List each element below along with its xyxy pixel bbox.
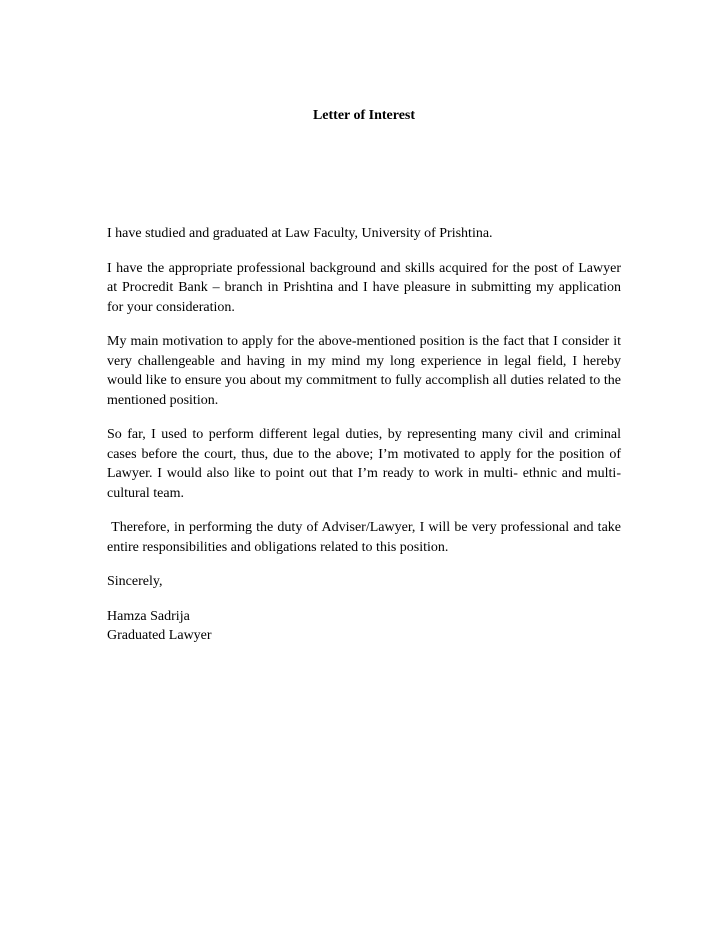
paragraph-motivation: My main motivation to apply for the above-mentioned position is the fact that I consider it very challengeable and having in my mind my long experience in legal field, I hereby would like to ensure you about my commitment to fully accomplish all duties related to the mentioned position. xyxy=(107,334,621,408)
letter-title: Letter of Interest xyxy=(312,108,416,123)
paragraph-education: I have studied and graduated at Law Faculty, University of Prishtina. xyxy=(107,226,493,241)
paragraph-experience: So far, I used to perform different legal duties, by representing many civil and criminal cases before the court, thus, due to the above; I’m motivated to apply for the position of Lawyer. I would also like to point out that I’m ready to work in multi- ethnic and multi-cultural team. xyxy=(107,427,621,501)
paragraph-conclusion: Therefore, in performing the duty of Adviser/Lawyer, I will be very professional and take entire responsibilities and obligations related to this position. xyxy=(107,520,625,555)
closing-salutation: Sincerely, xyxy=(107,574,163,589)
signature-name: Hamza Sadrija xyxy=(107,608,190,624)
signature-title: Graduated Lawyer xyxy=(107,628,212,643)
letter-body xyxy=(107,224,625,646)
paragraph-background: I have the appropriate professional background and skills acquired for the post of Lawyer at Procredit Bank – branch in Prishtina and I have pleasure in submitting my application for your consideration. xyxy=(107,260,621,315)
